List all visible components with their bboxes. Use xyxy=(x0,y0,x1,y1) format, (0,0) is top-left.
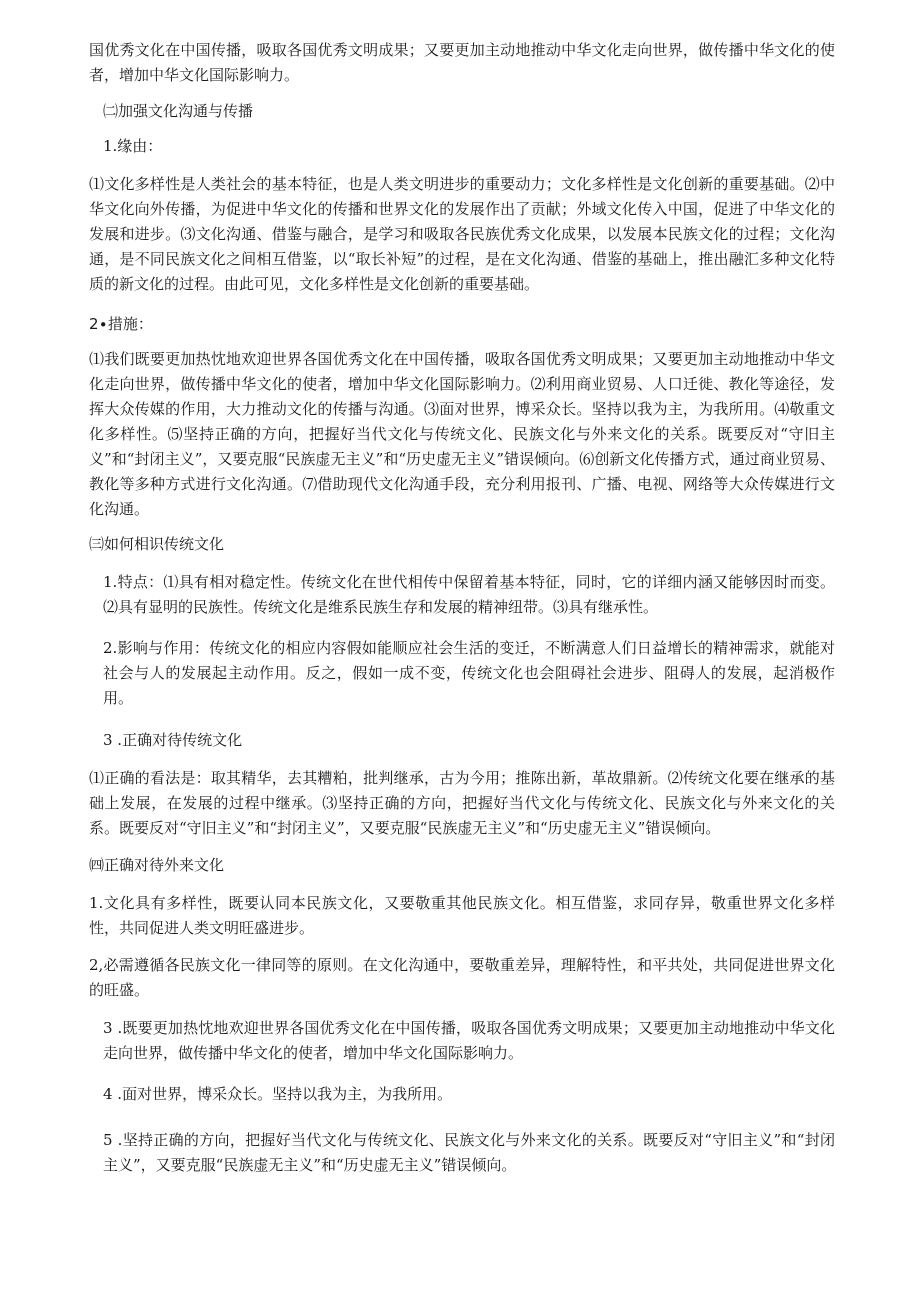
section-heading-4: ㈣正确对待外来文化 xyxy=(89,856,225,874)
subheading-reason: 1.缘由： xyxy=(103,137,163,155)
paragraph-treat-tradition: ⑴正确的看法是：取其精华，去其糟粕，批判继承，古为今用；推陈出新，革故鼎新。⑵传统文化要在继承的基础上发展，在发展的过程中继承。⑶坚持正确的方向，把握好当代文化与传统文化、民族文化与外来文化的关系。既要反对“守旧主义”和“封闭主义”，又要克服“民族虚无主义”和“历史虚无主义”错误倾向。 xyxy=(89,769,835,837)
paragraph-measures: ⑴我们既要更加热忱地欢迎世界各国优秀文化在中国传播，吸取各国优秀文明成果；又要更加主动地推动中华文化走向世界，做传播中华文化的使者，增加中华文化国际影响力。⑵利用商业贸易、人口迁徙、教化等途径，发挥大众传媒的作用，大力推动文化的传播与沟通。⑶面对世界，博采众长。坚持以我为主，为我所用。⑷敬重文化多样性。⑸坚持正确的方向，把握好当代文化与传统文化、民族文化与外来文化的关系。既要反对“守旧主义”和“封闭主义”，又要克服“民族虚无主义”和“历史虚无主义”错误倾向。⑹创新文化传播方式，通过商业贸易、教化等多种方式进行文化沟通。⑺借助现代文化沟通手段，充分利用报刊、广播、电视、网络等大众传媒进行文化沟通。 xyxy=(89,350,835,518)
subheading-treat-tradition: 3 .正确对待传统文化 xyxy=(103,731,243,749)
paragraph-intro: 国优秀文化在中国传播，吸取各国优秀文明成果；又要更加主动地推动中华文化走向世界，做传播中华文化的使者，增加中华文化国际影响力。 xyxy=(89,41,835,84)
subheading-measures: 2∙措施： xyxy=(89,315,153,333)
section-heading-2: ㈡加强文化沟通与传播 xyxy=(103,102,254,120)
paragraph-reason: ⑴文化多样性是人类社会的基本特征，也是人类文明进步的重要动力；文化多样性是文化创新的重要基础。⑵中华文化向外传播，为促进中华文化的传播和世界文化的发展作出了贡献；外域文化传入中国，促进了中华文化的发展和进步。⑶文化沟通、借鉴与融合，是学习和吸取各民族优秀文化成果，以发展本民族文化的过程；文化沟通，是不同民族文化之间相互借鉴，以“取长补短”的过程，是在文化沟通、借鉴的基础上，推出融汇多种文化特质的新文化的过程。由此可见，文化多样性是文化创新的重要基础。 xyxy=(89,175,835,293)
paragraph-foreign-4: 4 .面对世界，博采众长。坚持以我为主，为我所用。 xyxy=(103,1085,453,1103)
paragraph-foreign-1: 1.文化具有多样性，既要认同本民族文化，又要敬重其他民族文化。相互借鉴，求同存异，敬重世界文化多样性，共同促进人类文明旺盛进步。 xyxy=(89,894,835,937)
paragraph-foreign-3: 3 .既要更加热忱地欢迎世界各国优秀文化在中国传播，吸取各国优秀文明成果；又要更加主动地推动中华文化走向世界，做传播中华文化的使者，增加中华文化国际影响力。 xyxy=(103,1019,835,1062)
paragraph-influence: 2.影响与作用：传统文化的相应内容假如能顺应社会生活的变迁，不断满意人们日益增长的精神需求，就能对社会与人的发展起主动作用。反之，假如一成不变，传统文化也会阻碍社会进步、阻碍人的发展，起消极作用。 xyxy=(103,639,835,707)
paragraph-features: 1.特点：⑴具有相对稳定性。传统文化在世代相传中保留着基本特征，同时，它的详细内涵又能够因时而变。⑵具有显明的民族性。传统文化是维系民族生存和发展的精神纽带。⑶具有继承性。 xyxy=(103,573,835,616)
paragraph-foreign-2: 2,必需遵循各民族文化一律同等的原则。在文化沟通中，要敬重差异，理解特性，和平共处，共同促进世界文化的旺盛。 xyxy=(89,956,835,999)
section-heading-3: ㈢如何相识传统文化 xyxy=(89,535,225,553)
paragraph-foreign-5: 5 .坚持正确的方向，把握好当代文化与传统文化、民族文化与外来文化的关系。既要反对“守旧主义”和“封闭主义”，又要克服“民族虚无主义”和“历史虚无主义”错误倾向。 xyxy=(103,1131,835,1174)
